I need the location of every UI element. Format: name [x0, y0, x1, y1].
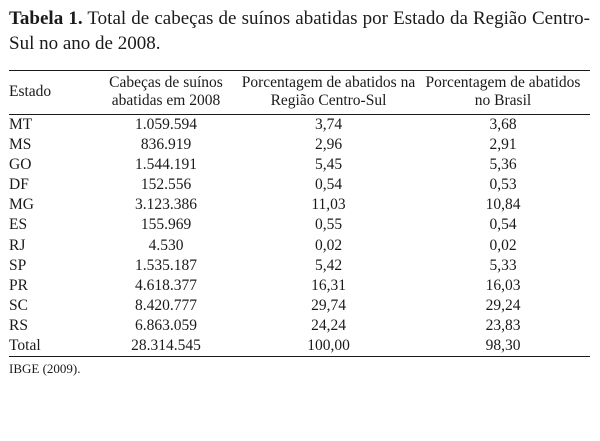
- cell-total-pct-centro-sul: 100,00: [241, 336, 416, 357]
- cell-pct-brasil: 2,91: [489, 136, 517, 154]
- cell-cabecas: 4.530: [148, 236, 184, 254]
- caption-text: Total de cabeças de suínos abatidas por Estado da Região Centro-Sul no ano de 2008.: [9, 8, 590, 54]
- cell-total-pct-brasil: 98,30: [416, 336, 590, 357]
- table-row: [9, 276, 590, 296]
- cell-pct-brasil: 0,53: [489, 176, 517, 194]
- cell-pct-centro-sul: 5,42: [314, 256, 343, 274]
- cell-estado: RJ: [9, 236, 26, 254]
- table-row: [9, 236, 590, 256]
- caption-label: Tabela 1.: [9, 8, 83, 29]
- cell-total-label: Total: [9, 336, 91, 357]
- cell-pct-centro-sul: 2,96: [314, 136, 343, 154]
- table-row: [9, 175, 590, 195]
- cell-pct-brasil: 5,33: [489, 256, 517, 274]
- cell-pct-centro-sul: 29,74: [311, 296, 346, 314]
- cell-pct-brasil: 23,83: [485, 316, 521, 334]
- cell-cabecas: 836.919: [140, 136, 192, 154]
- header-cabecas: Cabeças de suínos abatidas em 2008: [109, 74, 223, 109]
- cell-pct-brasil: 29,24: [485, 296, 521, 314]
- cell-pct-brasil: 0,54: [489, 216, 517, 234]
- table-header: [9, 71, 590, 115]
- cell-cabecas: 155.969: [140, 216, 192, 234]
- cell-pct-centro-sul: 3,74: [314, 116, 343, 133]
- cell-estado: RS: [9, 316, 28, 334]
- cell-pct-centro-sul: 16,31: [311, 276, 346, 294]
- header-row: [9, 71, 590, 115]
- cell-estado: SC: [9, 296, 28, 314]
- cell-cabecas: 3.123.386: [135, 196, 197, 214]
- table-caption: [9, 6, 590, 56]
- cell-pct-brasil: 5,36: [489, 156, 517, 174]
- cell-cabecas: 4.618.377: [135, 276, 197, 294]
- source-note: IBGE (2009).: [9, 361, 81, 377]
- table-row: [9, 135, 590, 155]
- table-row: [9, 256, 590, 276]
- cell-pct-centro-sul: 0,55: [314, 216, 343, 234]
- cell-pct-brasil: 3,68: [489, 116, 517, 133]
- cell-estado: ES: [9, 216, 28, 234]
- total-row: [9, 336, 590, 357]
- cell-pct-centro-sul: 24,24: [311, 316, 346, 334]
- cell-cabecas: 6.863.059: [135, 316, 197, 334]
- data-table: [9, 70, 590, 357]
- header-estado: Estado: [9, 83, 52, 100]
- cell-estado: MS: [9, 136, 32, 154]
- cell-estado: MT: [9, 116, 33, 133]
- table-row: [9, 215, 590, 235]
- cell-cabecas: 8.420.777: [135, 296, 197, 314]
- header-pct-centro-sul: Porcentagem de abatidos na Região Centro-Sul: [241, 74, 416, 109]
- cell-cabecas: 1.544.191: [135, 156, 197, 174]
- table-row: [9, 296, 590, 316]
- table-row: [9, 316, 590, 336]
- cell-pct-brasil: 0,02: [489, 236, 517, 254]
- cell-pct-centro-sul: 5,45: [314, 156, 343, 174]
- table-row: [9, 115, 590, 136]
- cell-estado: PR: [9, 276, 28, 294]
- cell-estado: DF: [9, 176, 29, 194]
- cell-total-cabecas: 28.314.545: [91, 336, 241, 357]
- cell-estado: MG: [9, 196, 34, 214]
- cell-cabecas: 152.556: [140, 176, 192, 194]
- cell-pct-brasil: 16,03: [485, 276, 521, 294]
- cell-cabecas: 1.059.594: [135, 116, 197, 133]
- cell-estado: GO: [9, 156, 32, 174]
- table-body: [9, 115, 590, 357]
- cell-pct-centro-sul: 0,54: [314, 176, 343, 194]
- cell-pct-centro-sul: 0,02: [314, 236, 343, 254]
- table-row: [9, 195, 590, 215]
- table-row: [9, 155, 590, 175]
- cell-cabecas: 1.535.187: [135, 256, 197, 274]
- cell-estado: SP: [9, 256, 27, 274]
- cell-pct-brasil: 10,84: [485, 196, 521, 214]
- cell-pct-centro-sul: 11,03: [311, 196, 346, 214]
- header-pct-brasil: Porcentagem de abatidos no Brasil: [425, 74, 581, 109]
